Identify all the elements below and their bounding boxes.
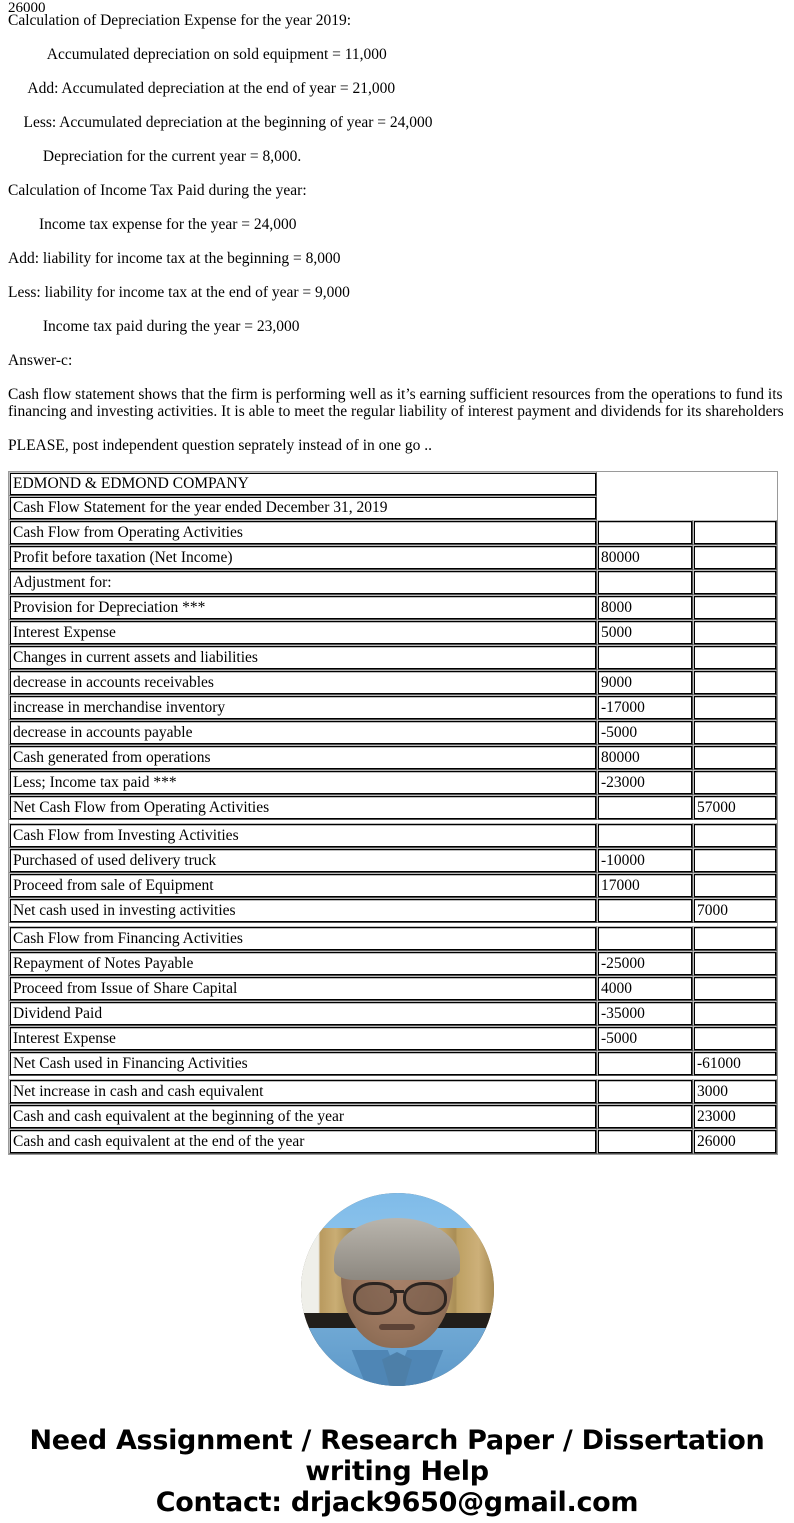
- table-row: [9, 976, 777, 1001]
- cell-line-label: Repayment of Notes Payable: [9, 951, 597, 976]
- cell-amount-col2: [693, 645, 777, 670]
- cell-amount-col1: 8000: [597, 595, 693, 620]
- table-group-investing: [9, 820, 777, 923]
- table-row: [9, 472, 777, 496]
- footer-line-1: Need Assignment / Research Paper / Dissertation: [29, 1425, 765, 1456]
- cell-amount-col1: [597, 1104, 693, 1129]
- cell-line-label: Purchased of used delivery truck: [9, 848, 597, 873]
- cell-amount-col1: [597, 926, 693, 951]
- paragraph-tax-liability-end: Less: liability for income tax at the end of year = 9,000: [8, 284, 350, 301]
- table-row: [9, 823, 777, 848]
- cell-line-label: Net cash used in investing activities: [9, 898, 597, 923]
- paragraph-income-tax-expense: Income tax expense for the year = 24,000: [8, 216, 297, 233]
- cell-line-label: Net Cash Flow from Operating Activities: [9, 795, 597, 820]
- paragraph-dep-current-year: Depreciation for the current year = 8,000.: [8, 148, 302, 165]
- cell-amount-col2: [693, 951, 777, 976]
- cell-amount-col1: -25000: [597, 951, 693, 976]
- cell-line-label: Cash and cash equivalent at the end of the year: [9, 1129, 597, 1154]
- cell-amount-col2: -61000: [693, 1051, 777, 1076]
- cell-amount-col2: [693, 695, 777, 720]
- cell-amount-col1: [597, 1129, 693, 1154]
- cell-amount-col2: [693, 1001, 777, 1026]
- cell-amount-col1: -5000: [597, 1026, 693, 1051]
- table-group-financing: [9, 923, 777, 1076]
- cell-statement-title: Cash Flow Statement for the year ended December 31, 2019: [9, 496, 597, 520]
- footer-heading: [8, 1425, 786, 1518]
- cell-line-label: increase in merchandise inventory: [9, 695, 597, 720]
- cell-amount-col2: 7000: [693, 898, 777, 923]
- avatar: [301, 1193, 494, 1386]
- table-row: [9, 848, 777, 873]
- paragraph-depreciation-heading: Calculation of Depreciation Expense for the year 2019:: [8, 12, 352, 29]
- table-row: [9, 695, 777, 720]
- cell-amount-col1: [597, 570, 693, 595]
- cell-amount-col2: [693, 720, 777, 745]
- table-row: [9, 1051, 777, 1076]
- cell-amount-col1: -10000: [597, 848, 693, 873]
- cell-line-label: Net Cash used in Financing Activities: [9, 1051, 597, 1076]
- cell-line-label: decrease in accounts payable: [9, 720, 597, 745]
- avatar-container: [8, 1193, 786, 1391]
- table-row: [9, 1129, 777, 1154]
- cell-line-label: Net increase in cash and cash equivalent: [9, 1079, 597, 1104]
- cell-amount-col2: [693, 620, 777, 645]
- avatar-glasses-right: [403, 1282, 447, 1315]
- cell-line-label: Less; Income tax paid ***: [9, 770, 597, 795]
- table-row: [9, 570, 777, 595]
- table-row: [9, 745, 777, 770]
- cell-line-label: decrease in accounts receivables: [9, 670, 597, 695]
- cell-amount-col2: 23000: [693, 1104, 777, 1129]
- cell-amount-col2: [693, 770, 777, 795]
- cell-line-label: Changes in current assets and liabilities: [9, 645, 597, 670]
- cell-line-label: Cash Flow from Investing Activities: [9, 823, 597, 848]
- cell-blank: [597, 472, 693, 496]
- cell-line-label: Provision for Depreciation ***: [9, 595, 597, 620]
- table-row: [9, 670, 777, 695]
- cell-line-label: Cash and cash equivalent at the beginning of the year: [9, 1104, 597, 1129]
- cell-blank: [693, 472, 777, 496]
- paragraph-accum-dep-sold: Accumulated depreciation on sold equipment = 11,000: [8, 46, 387, 63]
- cut-off-value: 26000: [8, 0, 46, 12]
- paragraph-tax-liability-begin: Add: liability for income tax at the beginning = 8,000: [8, 250, 341, 267]
- table-row: [9, 496, 777, 520]
- cell-amount-col1: 80000: [597, 545, 693, 570]
- paragraph-income-tax-paid: Income tax paid during the year = 23,000: [8, 318, 300, 335]
- cell-amount-col1: [597, 1079, 693, 1104]
- cell-line-label: Adjustment for:: [9, 570, 597, 595]
- table-group-header: [9, 472, 777, 520]
- cell-amount-col1: 80000: [597, 745, 693, 770]
- avatar-mouth: [379, 1324, 415, 1330]
- cell-amount-col1: -35000: [597, 1001, 693, 1026]
- paragraph-accum-dep-begin: Less: Accumulated depreciation at the beginning of year = 24,000: [8, 114, 433, 131]
- table-row: [9, 951, 777, 976]
- cell-line-label: Cash generated from operations: [9, 745, 597, 770]
- cash-flow-statement-table: [8, 471, 778, 1155]
- cell-amount-col1: 9000: [597, 670, 693, 695]
- cell-amount-col1: 17000: [597, 873, 693, 898]
- cell-amount-col1: [597, 823, 693, 848]
- cell-amount-col1: -17000: [597, 695, 693, 720]
- table-row: [9, 1001, 777, 1026]
- table-row: [9, 926, 777, 951]
- cell-blank: [597, 496, 693, 520]
- cell-company-name: EDMOND & EDMOND COMPANY: [9, 472, 597, 496]
- table-row: [9, 795, 777, 820]
- cell-amount-col2: [693, 745, 777, 770]
- cell-amount-col1: [597, 645, 693, 670]
- footer-line-3: Contact: drjack9650@gmail.com: [155, 1487, 639, 1518]
- cell-amount-col1: [597, 1051, 693, 1076]
- paragraph-income-tax-heading: Calculation of Income Tax Paid during the year:: [8, 182, 307, 199]
- cell-blank: [693, 496, 777, 520]
- table-row: [9, 620, 777, 645]
- table-row: [9, 898, 777, 923]
- table-row: [9, 720, 777, 745]
- table-group-operating: [9, 520, 777, 820]
- avatar-glasses-bridge: [390, 1290, 404, 1293]
- cell-amount-col1: 5000: [597, 620, 693, 645]
- cell-amount-col2: [693, 595, 777, 620]
- paragraph-accum-dep-end: Add: Accumulated depreciation at the end of year = 21,000: [8, 80, 396, 97]
- paragraph-analysis: Cash flow statement shows that the firm is performing well as it’s earning sufficient resources from the operations to fund its financing and investing activities. It is able to meet the regular liability of interest payment and dividends for its shareholders: [8, 386, 787, 420]
- cell-amount-col1: -23000: [597, 770, 693, 795]
- cell-amount-col2: [693, 520, 777, 545]
- paragraph-answer-c-label: Answer-c:: [8, 352, 73, 369]
- avatar-glasses-left: [353, 1282, 397, 1315]
- cell-amount-col1: [597, 795, 693, 820]
- table-row: [9, 770, 777, 795]
- table-row: [9, 1079, 777, 1104]
- cell-line-label: Interest Expense: [9, 1026, 597, 1051]
- table-row: [9, 1104, 777, 1129]
- cell-amount-col2: [693, 926, 777, 951]
- cell-line-label: Proceed from sale of Equipment: [9, 873, 597, 898]
- cell-amount-col2: [693, 670, 777, 695]
- cell-amount-col2: [693, 976, 777, 1001]
- cell-line-label: Cash Flow from Operating Activities: [9, 520, 597, 545]
- table-group-summary: [9, 1076, 777, 1154]
- cell-amount-col2: [693, 823, 777, 848]
- cell-amount-col2: 3000: [693, 1079, 777, 1104]
- table-row: [9, 545, 777, 570]
- cell-line-label: Interest Expense: [9, 620, 597, 645]
- cell-line-label: Dividend Paid: [9, 1001, 597, 1026]
- cell-amount-col2: [693, 570, 777, 595]
- footer-line-2: writing Help: [305, 1456, 489, 1487]
- paragraph-please-note: PLEASE, post independent question seprately instead of in one go ..: [8, 437, 433, 454]
- cell-amount-col1: [597, 898, 693, 923]
- table-row: [9, 595, 777, 620]
- cell-amount-col2: [693, 1026, 777, 1051]
- cell-amount-col2: 57000: [693, 795, 777, 820]
- cell-amount-col1: 4000: [597, 976, 693, 1001]
- cell-amount-col2: [693, 873, 777, 898]
- table-row: [9, 873, 777, 898]
- cell-amount-col2: [693, 545, 777, 570]
- cell-amount-col1: [597, 520, 693, 545]
- cell-amount-col2: 26000: [693, 1129, 777, 1154]
- table-row: [9, 520, 777, 545]
- cell-line-label: Cash Flow from Financing Activities: [9, 926, 597, 951]
- table-row: [9, 645, 777, 670]
- cell-amount-col1: -5000: [597, 720, 693, 745]
- table-row: [9, 1026, 777, 1051]
- cell-line-label: Proceed from Issue of Share Capital: [9, 976, 597, 1001]
- cell-amount-col2: [693, 848, 777, 873]
- cell-line-label: Profit before taxation (Net Income): [9, 545, 597, 570]
